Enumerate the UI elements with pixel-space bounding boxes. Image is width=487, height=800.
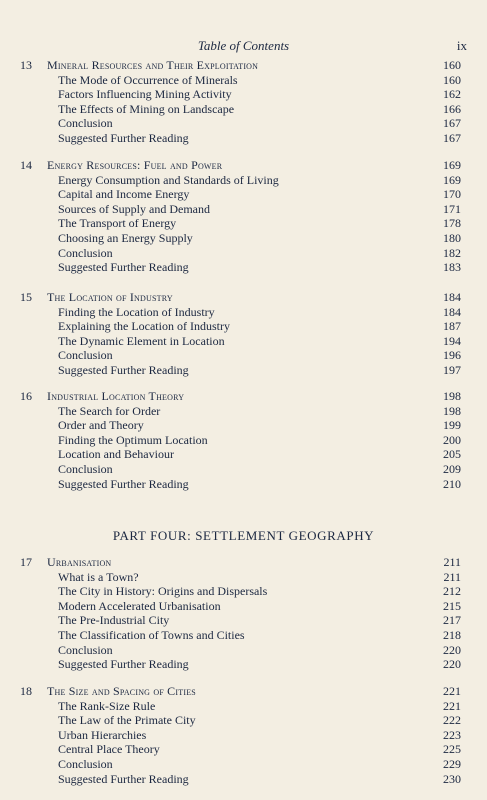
toc-entry [0,173,487,188]
toc-entry [0,231,487,246]
toc-entry [0,187,487,202]
entry-page: 170 [443,187,461,202]
entry-label: Choosing an Energy Supply [58,230,193,245]
entry-page: 166 [443,101,461,116]
chapter-page: 198 [443,389,461,403]
entry-label: Order and Theory [58,418,144,433]
toc-entry [0,570,487,585]
entry-page: 160 [443,72,461,87]
entry-page: 162 [443,87,461,102]
entry-label: Suggested Further Reading [58,362,189,377]
toc-entry [0,246,487,261]
toc-entry [0,599,487,614]
chapter-title: Energy Resources: Fuel and Power [47,158,223,172]
chapter-title: Mineral Resources and Their Exploitation [47,58,259,72]
entry-page: 209 [443,461,461,476]
entry-page: 210 [443,476,461,491]
entry-page: 200 [443,432,461,447]
entry-page: 199 [443,418,461,433]
toc-entry [0,418,487,433]
entry-label: The Rank-Size Rule [58,698,156,713]
entry-label: Suggested Further Reading [58,130,189,145]
entry-page: 198 [443,403,461,418]
chapter-15 [0,290,487,378]
entry-label: Finding the Location of Industry [58,304,215,319]
chapter-page: 160 [443,58,461,72]
entry-label: Finding the Optimum Location [58,432,208,447]
entry-page: 225 [443,742,461,757]
entry-page: 178 [443,216,461,231]
chapter-number: 13 [20,58,32,72]
chapter-18 [0,684,487,786]
toc-entry [0,116,487,131]
entry-label: The Effects of Mining on Landscape [58,101,235,116]
entry-page: 184 [443,304,461,319]
entry-page: 205 [443,447,461,462]
toc-entry [0,87,487,102]
entry-label: The Dynamic Element in Location [58,333,225,348]
chapter-heading [0,58,487,73]
chapter-heading [0,389,487,404]
entry-page: 169 [443,172,461,187]
toc-entry [0,260,487,275]
chapter-page: 184 [443,290,461,304]
entry-page: 182 [443,245,461,260]
entry-label: The Law of the Primate City [58,713,196,728]
entry-label: Suggested Further Reading [58,771,189,786]
entry-label: Central Place Theory [58,742,160,757]
entry-page: 196 [443,348,461,363]
entry-label: The City in History: Origins and Dispersals [58,584,268,599]
chapter-number: 15 [20,290,32,304]
chapter-heading [0,684,487,699]
entry-page: 167 [443,116,461,131]
entry-label: Energy Consumption and Standards of Living [58,172,279,187]
toc-entry [0,305,487,320]
entry-page: 187 [443,319,461,334]
chapter-number: 17 [20,555,32,569]
chapter-heading [0,555,487,570]
toc-entry [0,131,487,146]
chapter-13 [0,58,487,146]
toc-entry [0,477,487,492]
toc-entry [0,319,487,334]
chapter-heading [0,290,487,305]
toc-entry [0,73,487,88]
entry-page: 220 [443,642,461,657]
entry-label: Conclusion [58,348,113,363]
chapter-title: Urbanisation [47,555,112,569]
entry-page: 183 [443,260,461,275]
chapter-title: The Location of Industry [47,290,173,304]
entry-page: 180 [443,230,461,245]
entry-page: 171 [443,201,461,216]
entry-label: Explaining the Location of Industry [58,319,230,334]
chapter-17 [0,555,487,672]
chapter-title: Industrial Location Theory [47,389,185,403]
chapter-number: 14 [20,158,32,172]
entry-page: 211 [443,569,461,584]
entry-label: The Search for Order [58,403,161,418]
toc-entry [0,462,487,477]
toc-entry [0,433,487,448]
chapter-14 [0,158,487,275]
toc-entry [0,348,487,363]
entry-label: The Pre-Industrial City [58,613,170,628]
entry-label: Conclusion [58,642,113,657]
entry-label: Sources of Supply and Demand [58,201,210,216]
toc-entry [0,772,487,787]
toc-entry [0,713,487,728]
chapter-number: 18 [20,684,32,698]
entry-label: Conclusion [58,245,113,260]
entry-page: 220 [443,657,461,672]
page-number: ix [456,38,467,53]
entry-label: Urban Hierarchies [58,727,147,742]
toc-entry [0,742,487,757]
entry-page: 218 [443,627,461,642]
running-title: Table of Contents [197,38,290,53]
entry-label: Location and Behaviour [58,447,174,462]
part-heading: PART FOUR: SETTLEMENT GEOGRAPHY [112,528,375,543]
entry-label: Conclusion [58,461,113,476]
toc-entry [0,216,487,231]
entry-page: 217 [443,613,461,628]
toc-entry [0,447,487,462]
entry-page: 223 [443,727,461,742]
page-header [0,38,487,54]
toc-entry [0,643,487,658]
entry-page: 215 [443,598,461,613]
entry-page: 194 [443,333,461,348]
entry-page: 230 [443,771,461,786]
entry-label: Suggested Further Reading [58,657,189,672]
toc-entry [0,613,487,628]
entry-label: Modern Accelerated Urbanisation [58,598,221,613]
entry-page: 197 [443,362,461,377]
toc-entry [0,404,487,419]
entry-label: Suggested Further Reading [58,260,189,275]
entry-page: 229 [443,756,461,771]
entry-label: Factors Influencing Mining Activity [58,87,232,102]
toc-entry [0,334,487,349]
entry-label: The Transport of Energy [58,216,177,231]
chapter-page: 169 [443,158,461,172]
chapter-page: 211 [443,555,461,569]
entry-label: Suggested Further Reading [58,476,189,491]
chapter-number: 16 [20,389,32,403]
toc-entry [0,363,487,378]
chapter-page: 221 [443,684,461,698]
entry-page: 167 [443,130,461,145]
toc-entry [0,757,487,772]
entry-label: Conclusion [58,756,113,771]
toc-entry [0,728,487,743]
entry-page: 221 [443,698,461,713]
entry-label: Conclusion [58,116,113,131]
toc-entry [0,584,487,599]
chapter-heading [0,158,487,173]
toc-entry [0,628,487,643]
toc-entry [0,102,487,117]
toc-entry [0,657,487,672]
entry-label: The Classification of Towns and Cities [58,627,245,642]
entry-page: 222 [443,713,461,728]
entry-label: What is a Town? [58,569,139,584]
entry-label: The Mode of Occurrence of Minerals [58,72,238,87]
toc-entry [0,202,487,217]
chapter-16 [0,389,487,491]
chapter-title: The Size and Spacing of Cities [47,684,196,698]
entry-page: 212 [443,584,461,599]
entry-label: Capital and Income Energy [58,187,190,202]
toc-entry [0,699,487,714]
